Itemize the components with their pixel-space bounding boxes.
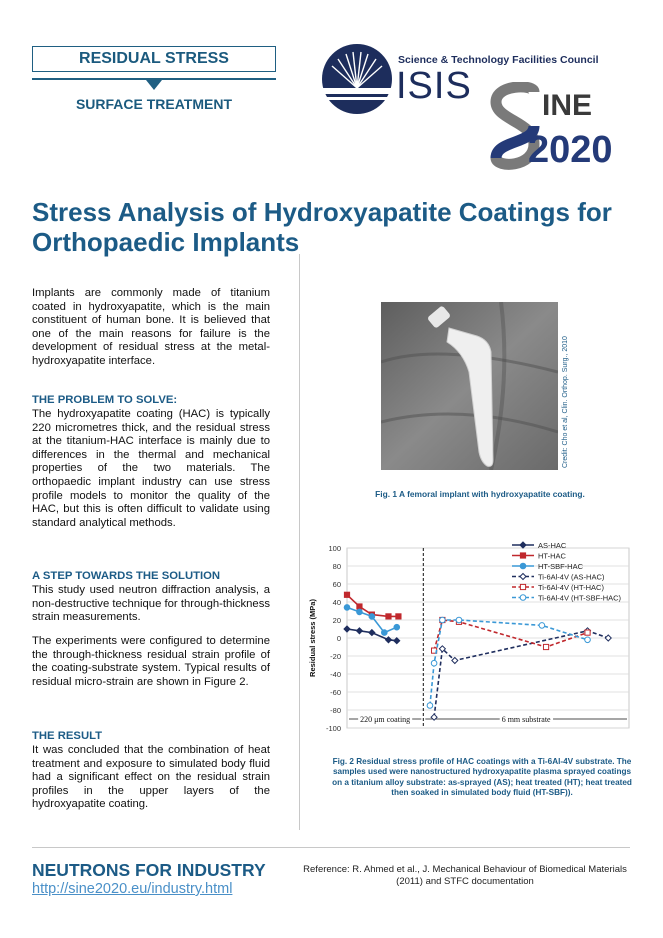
- topic-arrow-icon: [146, 80, 162, 90]
- y-tick-label: 0: [336, 634, 341, 643]
- data-point: [456, 617, 462, 623]
- data-point: [431, 660, 437, 666]
- data-point: [585, 630, 590, 635]
- data-point: [396, 614, 401, 619]
- data-point: [357, 609, 363, 615]
- legend-label: Ti-6Al-4V (HT-SBF-HAC): [538, 593, 622, 603]
- footer-link[interactable]: http://sine2020.eu/industry.html: [32, 881, 233, 897]
- data-point: [382, 630, 388, 636]
- y-tick-label: 40: [332, 598, 341, 607]
- legend-label: AS-HAC: [538, 541, 567, 550]
- legend-label: HT-SBF-HAC: [538, 562, 583, 571]
- sine-ine-text: INE: [542, 89, 593, 122]
- subtopic-label: SURFACE TREATMENT: [75, 96, 233, 112]
- isis-sunburst-logo-icon: [320, 42, 394, 116]
- section-text-solution: This study used neutron diffraction analysis, a non-destructive technique for through-thickness strain measurements.: [32, 584, 270, 624]
- y-axis-label: Residual stress (MPa): [308, 599, 317, 677]
- y-tick-label: -60: [330, 688, 341, 697]
- reference-text: Reference: R. Ahmed et al., J. Mechanical Behaviour of Biomedical Materials (2011) and STFC documentation: [303, 864, 627, 887]
- data-point: [386, 614, 391, 619]
- data-point: [440, 617, 446, 623]
- stfc-name: Science & Technology Facilities Council: [398, 54, 599, 66]
- page-title: Stress Analysis of Hydroxyapatite Coatings for Orthopaedic Implants: [32, 197, 612, 257]
- data-point: [585, 637, 591, 643]
- y-tick-label: 80: [332, 562, 341, 571]
- intro-paragraph: Implants are commonly made of titanium coated in hydroxyapatite, which is the main constituent of human bone. It is believed that one of the main reasons for failure is the development of residual stress at the metal-hydroxyapatite interface.: [32, 287, 270, 367]
- data-point: [520, 563, 526, 569]
- sine-2020-text: 2020: [528, 129, 613, 171]
- data-point: [427, 703, 433, 709]
- data-point: [520, 553, 525, 558]
- femoral-implant-photo: [381, 302, 558, 470]
- section-heading-result: THE RESULT: [32, 730, 103, 742]
- legend-label: Ti-6Al-4V (AS-HAC): [538, 572, 605, 582]
- topic-label: RESIDUAL STRESS: [32, 46, 276, 72]
- residual-stress-chart: [305, 536, 635, 738]
- section-text-result: It was concluded that the combination of heat treatment and exposure to simulated body fluid had a significant effect on the residual strain profiles in the upper layers of the hydroxyapatite coating.: [32, 744, 270, 811]
- column-divider: [299, 254, 300, 830]
- data-point: [539, 623, 545, 629]
- figure1-credit: Credit: Cho et al, Clin. Orthop. Surg., 2010: [562, 336, 569, 468]
- figure1-caption: Fig. 1 A femoral implant with hydroxyapatite coating.: [375, 489, 585, 499]
- substrate-annotation: 6 mm substrate: [501, 715, 551, 724]
- data-point: [520, 584, 525, 589]
- data-point: [543, 644, 548, 649]
- figure2-caption: Fig. 2 Residual stress profile of HAC coatings with a Ti-6Al-4V substrate. The samples used were nanostructured hydroxyapatite plasma sprayed coatings on a titanium alloy substrate: as-sprayed (AS); heat treated (HT); heat treated then soaked in simulated body fluid (HT-SBF)).: [332, 757, 632, 798]
- y-tick-label: 100: [328, 544, 341, 553]
- data-point: [369, 614, 375, 620]
- y-tick-label: 20: [332, 616, 341, 625]
- data-point: [394, 624, 400, 630]
- data-point: [344, 605, 350, 611]
- section-heading-problem: THE PROBLEM TO SOLVE:: [32, 394, 178, 406]
- section-text-problem: The hydroxyapatite coating (HAC) is typically 220 micrometres thick, and the residual stress at the titanium-HAC interface is mainly due to differences in the thermal and mechanical properties of the two materials. The orthopaedic implant industry can use stress profile models to monitor the quality of the HAC, but this is often difficult to validate using standard analytical methods.: [32, 408, 270, 529]
- data-point: [344, 592, 349, 597]
- data-point: [520, 595, 526, 601]
- footer-divider: [32, 847, 630, 848]
- y-tick-label: -100: [325, 724, 341, 733]
- y-tick-label: -20: [330, 652, 341, 661]
- data-point: [520, 542, 526, 548]
- section-text-solution-2: The experiments were configured to determine the through-thickness residual strain profile of the coating-substrate system. Typical results of residual micro-strain are shown in Figure 2.: [32, 635, 270, 688]
- y-tick-label: 60: [332, 580, 341, 589]
- footer-title: NEUTRONS FOR INDUSTRY: [32, 860, 266, 880]
- data-point: [357, 604, 362, 609]
- coating-annotation: 220 μm coating: [360, 715, 411, 724]
- isis-wordmark: ISIS: [396, 65, 472, 107]
- y-tick-label: -80: [330, 706, 341, 715]
- section-heading-solution: A STEP TOWARDS THE SOLUTION: [32, 570, 221, 582]
- legend-label: HT-HAC: [538, 551, 566, 561]
- y-tick-label: -40: [330, 670, 341, 679]
- legend-label: Ti-6Al-4V (HT-HAC): [538, 583, 604, 592]
